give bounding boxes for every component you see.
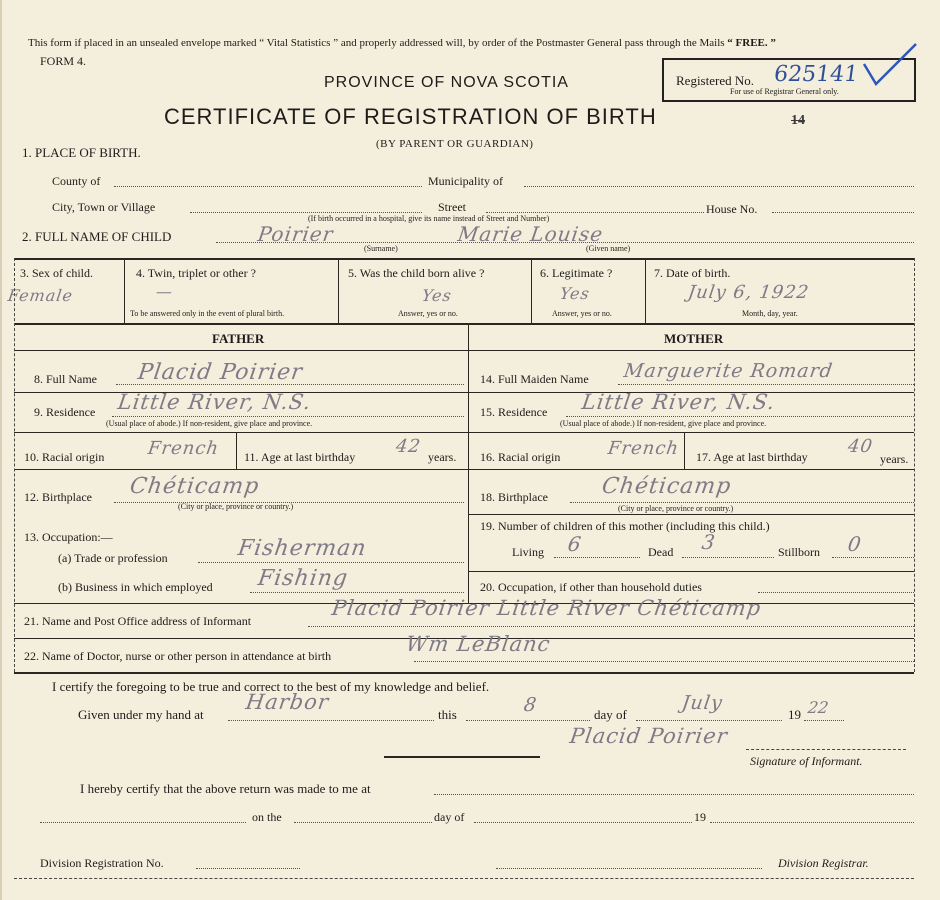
form-number: FORM 4. xyxy=(40,54,87,68)
father-racial-label: 10. Racial origin xyxy=(24,450,105,464)
rule-headings xyxy=(14,350,914,351)
municipality-line xyxy=(524,186,914,187)
column-divider xyxy=(468,323,469,603)
border-left xyxy=(14,258,15,672)
hospital-note: (If birth occurred in a hospital, give its name instead of Street and Number) xyxy=(308,214,550,223)
twin-note: To be answered only in the event of plural birth. xyxy=(130,309,285,318)
business-line xyxy=(250,592,464,593)
year-value: 22 xyxy=(806,698,830,717)
house-line xyxy=(772,212,914,213)
sex-label: 3. Sex of child. xyxy=(20,266,93,280)
registered-number: 625141 xyxy=(772,62,860,87)
house-label: House No. xyxy=(706,202,758,216)
stillborn-label: Stillborn xyxy=(778,545,821,559)
day-of-line xyxy=(636,720,782,721)
mother-age-value: 40 xyxy=(846,436,875,457)
municipality-label: Municipality of xyxy=(428,174,503,188)
trade-value: Fisherman xyxy=(236,536,369,561)
divider-5-6 xyxy=(531,259,532,323)
mother-residence-label: 15. Residence xyxy=(480,405,548,419)
certificate-title: CERTIFICATE OF REGISTRATION OF BIRTH xyxy=(164,104,657,129)
given-name-caption: (Given name) xyxy=(586,244,631,253)
this-line xyxy=(466,720,590,721)
dead-value: 3 xyxy=(700,530,718,554)
province-heading: PROVINCE OF NOVA SCOTIA xyxy=(324,74,569,91)
this-value: 8 xyxy=(522,694,539,716)
this-label: this xyxy=(438,707,457,722)
mother-racial-value: French xyxy=(606,438,681,459)
father-residence-label: 9. Residence xyxy=(34,405,96,419)
divider-16-17 xyxy=(684,433,685,469)
rule-row-19 xyxy=(469,571,914,572)
given-place-value: Harbor xyxy=(244,690,331,714)
registrar-lead-line xyxy=(40,822,246,823)
father-residence-note: (Usual place of abode.) If non-resident, give place and province. xyxy=(106,419,313,428)
divider-6-7 xyxy=(645,259,646,323)
mother-birthplace-line xyxy=(570,502,914,503)
given-place-line xyxy=(228,720,434,721)
mother-name-value: Marguerite Romard xyxy=(622,360,835,382)
father-birthplace-value: Chéticamp xyxy=(128,474,262,499)
born-alive-value: Yes xyxy=(420,286,454,305)
mother-years-label: years. xyxy=(880,452,909,466)
mother-residence-note: (Usual place of abode.) If non-resident, give place and province. xyxy=(560,419,767,428)
twin-label: 4. Twin, triplet or other ? xyxy=(136,266,256,280)
doctor-value: Wm LeBlanc xyxy=(404,632,553,656)
mother-heading: MOTHER xyxy=(664,331,724,346)
mother-birthplace-value: Chéticamp xyxy=(600,474,734,499)
father-age-label: 11. Age at last birthday xyxy=(244,450,356,464)
registrar-year-line xyxy=(710,822,914,823)
divider-4-5 xyxy=(338,259,339,323)
county-label: County of xyxy=(52,174,101,188)
year-line xyxy=(804,720,844,721)
stillborn-value: 0 xyxy=(846,532,864,556)
living-label: Living xyxy=(512,545,544,559)
mother-name-label: 14. Full Maiden Name xyxy=(480,372,589,386)
business-label: (b) Business in which employed xyxy=(58,580,213,594)
mother-occupation-line xyxy=(758,592,914,593)
rule-row-18 xyxy=(469,514,914,515)
mother-residence-line xyxy=(566,416,914,417)
father-heading: FATHER xyxy=(212,331,265,346)
informant-line xyxy=(308,626,914,627)
city-line xyxy=(190,212,422,213)
registrar-note: For use of Registrar General only. xyxy=(730,87,839,96)
children-count-label: 19. Number of children of this mother (including this child.) xyxy=(480,519,770,533)
mother-occupation-label: 20. Occupation, if other than household duties xyxy=(480,580,702,594)
informant-value: Placid Poirier Little River Chéticamp xyxy=(330,596,763,620)
mailing-note-text: This form if placed in an unsealed envelope marked “ Vital Statistics ” and properly addressed will, by order of the Postmaster General pass through the Mails xyxy=(28,37,725,49)
father-occupation-label: 13. Occupation:— xyxy=(24,530,113,544)
division-registrar-line xyxy=(496,868,762,869)
division-registrar-label: Division Registrar. xyxy=(778,856,869,870)
legitimate-note: Answer, yes or no. xyxy=(552,309,612,318)
date-of-birth-note: Month, day, year. xyxy=(742,309,798,318)
registrar-day-line xyxy=(474,822,692,823)
division-no-label: Division Registration No. xyxy=(40,856,164,870)
on-the-line xyxy=(294,822,432,823)
registrar-day-of-label: day of xyxy=(434,810,465,824)
county-line xyxy=(114,186,422,187)
doctor-label: 22. Name of Doctor, nurse or other person in attendance at birth xyxy=(24,649,332,663)
business-value: Fishing xyxy=(256,566,350,591)
divider-10-11 xyxy=(236,433,237,469)
border-bottom xyxy=(14,878,914,879)
father-birthplace-note: (City or place, province or country.) xyxy=(178,502,294,511)
dead-line xyxy=(682,557,774,558)
date-of-birth-value: July 6, 1922 xyxy=(686,282,811,303)
trade-line xyxy=(198,562,464,563)
mailing-note-free: “ FREE. ” xyxy=(727,37,776,49)
border-right xyxy=(914,258,915,672)
signature-caption: Signature of Informant. xyxy=(750,754,863,768)
born-alive-label: 5. Was the child born alive ? xyxy=(348,266,485,280)
trade-label: (a) Trade or profession xyxy=(58,551,168,565)
sex-value: Female xyxy=(6,286,75,305)
year-prefix: 19 xyxy=(788,707,801,722)
father-years-label: years. xyxy=(428,450,457,464)
informant-label: 21. Name and Post Office address of Informant xyxy=(24,614,252,628)
dead-label: Dead xyxy=(648,545,674,559)
on-the-label: on the xyxy=(252,810,282,824)
date-of-birth-label: 7. Date of birth. xyxy=(654,266,731,280)
legitimate-label: 6. Legitimate ? xyxy=(540,266,613,280)
rule-top-items xyxy=(14,258,914,260)
check-mark-icon xyxy=(850,40,920,90)
mother-racial-label: 16. Racial origin xyxy=(480,450,561,464)
surname-caption: (Surname) xyxy=(364,244,398,253)
twin-value: — xyxy=(154,282,175,301)
certificate-subtitle: (BY PARENT OR GUARDIAN) xyxy=(376,138,534,150)
day-of-label: day of xyxy=(594,707,627,722)
living-value: 6 xyxy=(566,532,584,556)
registrar-year-prefix: 19 xyxy=(694,810,706,824)
father-racial-value: French xyxy=(146,438,221,459)
divider-3-4 xyxy=(124,259,125,323)
mother-residence-value: Little River, N.S. xyxy=(580,390,777,414)
mailing-note xyxy=(28,36,776,50)
informant-signature: Placid Poirier xyxy=(568,724,730,748)
day-of-value: July xyxy=(680,692,725,714)
living-line xyxy=(554,557,640,558)
mother-birthplace-label: 18. Birthplace xyxy=(480,490,548,504)
registrar-place-line xyxy=(434,794,914,795)
father-residence-value: Little River, N.S. xyxy=(116,390,313,414)
stillborn-line xyxy=(832,557,914,558)
legitimate-value: Yes xyxy=(558,284,592,303)
signature-caption-rule xyxy=(746,749,906,750)
father-name-label: 8. Full Name xyxy=(34,372,97,386)
rule-bottom-items xyxy=(14,323,914,325)
child-given-names: Marie Louise xyxy=(456,222,605,246)
street-line xyxy=(486,212,704,213)
doctor-line xyxy=(414,661,914,662)
title-mark: 14 xyxy=(791,113,805,128)
father-residence-line xyxy=(112,416,464,417)
child-name-label: 2. FULL NAME OF CHILD xyxy=(22,229,172,244)
father-age-value: 42 xyxy=(394,436,423,457)
registrar-statement: I hereby certify that the above return was made to me at xyxy=(80,781,371,796)
rule-row-9 xyxy=(14,432,914,433)
rule-certification xyxy=(14,672,914,674)
father-birthplace-label: 12. Birthplace xyxy=(24,490,92,504)
given-under-label: Given under my hand at xyxy=(78,707,204,722)
mother-birthplace-note: (City or place, province or country.) xyxy=(618,504,734,513)
child-surname: Poirier xyxy=(256,222,336,246)
father-name-value: Placid Poirier xyxy=(136,360,305,385)
street-label: Street xyxy=(438,200,466,214)
certify-statement: I certify the foregoing to be true and correct to the best of my knowledge and belief. xyxy=(52,679,490,694)
mother-name-line xyxy=(618,384,914,385)
place-of-birth-label: 1. PLACE OF BIRTH. xyxy=(22,145,141,160)
rule-row-10 xyxy=(14,469,914,470)
division-no-line xyxy=(196,868,300,869)
city-label: City, Town or Village xyxy=(52,200,156,214)
mother-age-label: 17. Age at last birthday xyxy=(696,450,808,464)
signature-rule xyxy=(384,756,540,758)
born-alive-note: Answer, yes or no. xyxy=(398,309,458,318)
registered-label: Registered No. xyxy=(676,73,754,88)
